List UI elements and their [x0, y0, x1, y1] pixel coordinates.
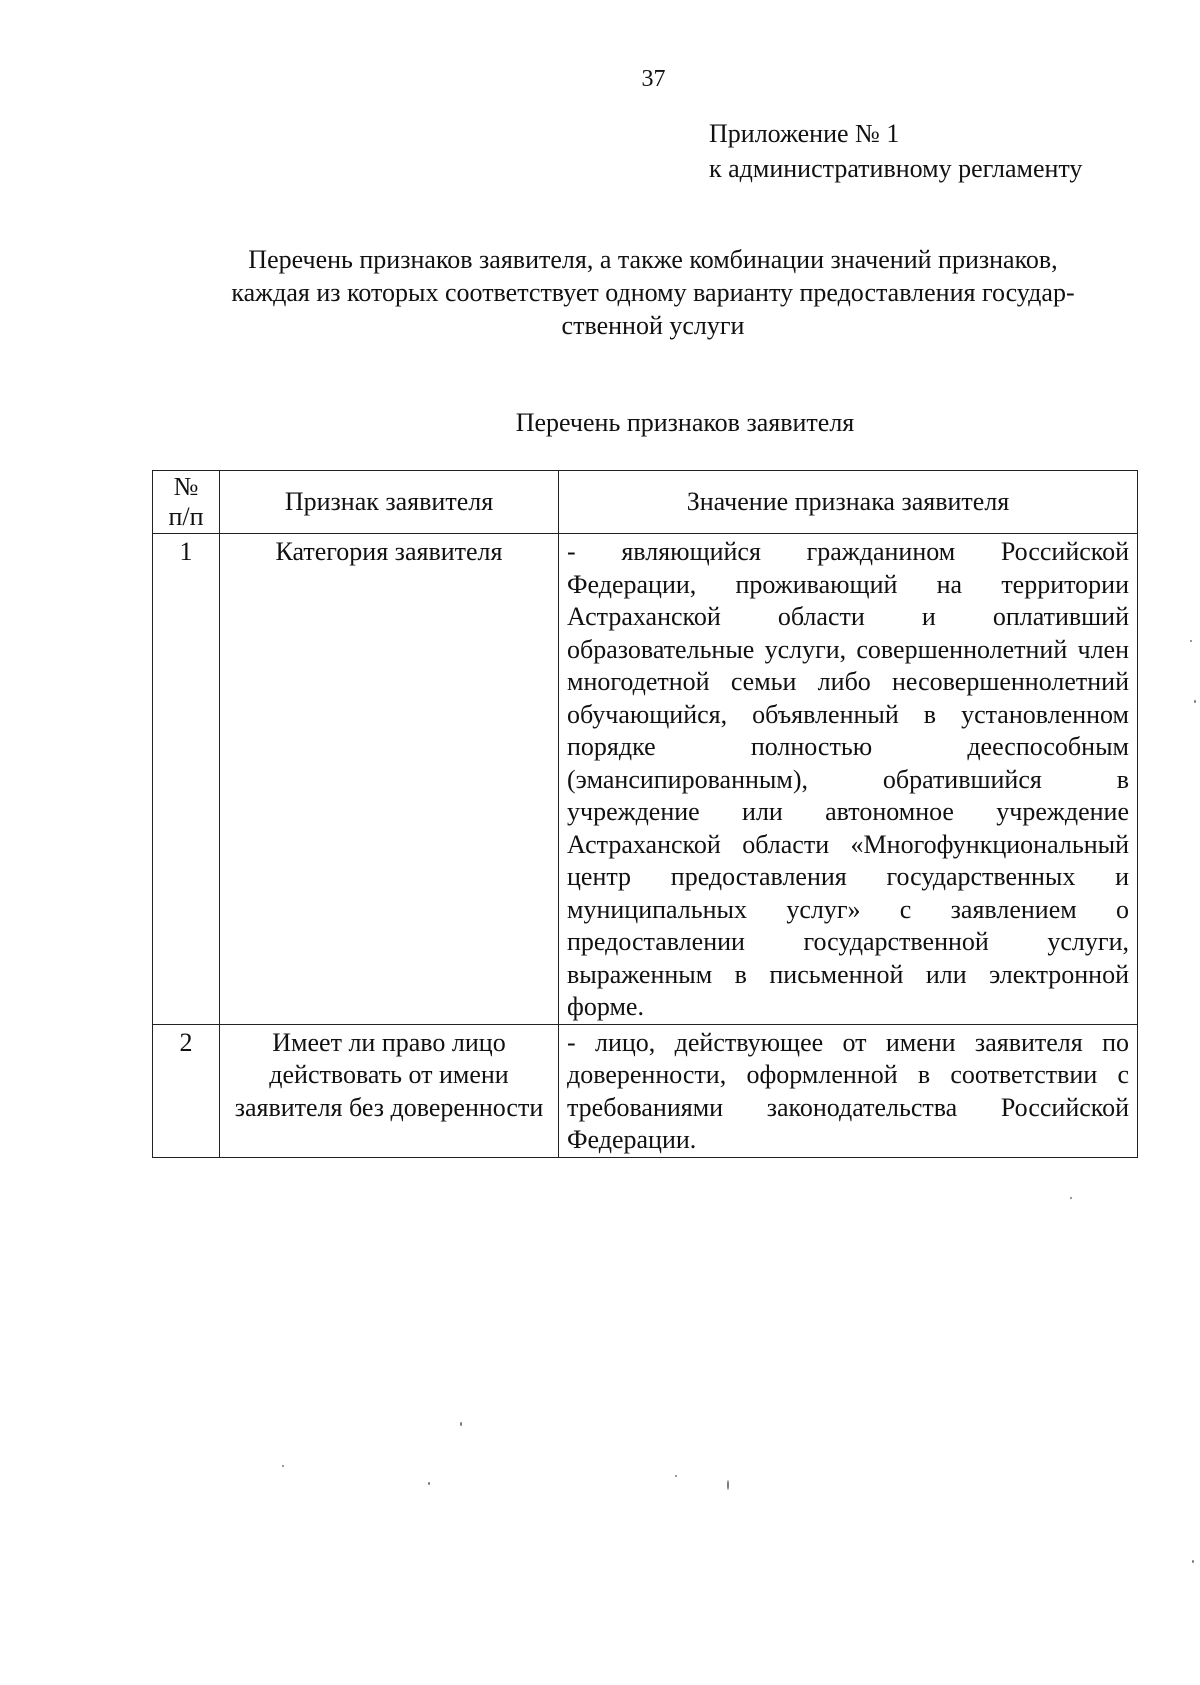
scan-speck	[1194, 700, 1196, 703]
scan-speck	[428, 1482, 430, 1485]
appendix-line-1: Приложение № 1	[709, 119, 900, 148]
table-row	[153, 534, 1138, 1025]
row-number: 2	[153, 1024, 220, 1157]
document-title-line-3: ственной услуги	[561, 311, 745, 340]
page-number: 37	[641, 66, 666, 92]
table-row	[153, 1024, 1138, 1157]
header-number-line-1: №	[173, 472, 199, 501]
document-title-line-1: Перечень признаков заявителя, а также комбинации значений признаков,	[248, 245, 1058, 274]
appendix-line-2: к административному регламенту	[709, 154, 1083, 183]
header-number-line-2: п/п	[168, 502, 204, 531]
applicant-signs-table	[152, 470, 1138, 1158]
scan-speck	[1190, 640, 1192, 642]
document-title	[180, 243, 1126, 342]
scan-speck	[460, 1422, 462, 1426]
table-title: Перечень признаков заявителя	[515, 408, 855, 437]
row-number: 1	[153, 534, 220, 1025]
scan-speck	[282, 1465, 284, 1467]
header-sign: Признак заявителя	[220, 471, 559, 534]
scan-speck	[1070, 1197, 1072, 1199]
row-value: - являющийся гражданином Российской Федерации, проживающий на территории Астраханской области и оплативший образовательные услуги, совершеннолетний член многодетной семьи либо несовершеннолетний обучающийся, объявленный в установленном порядке полностью дееспособным (эмансипированным), обратившийся в учреждение или автономное учреждение Астраханской области «Многофункциональный центр предоставления государственных и муниципальных услуг» с заявлением о предоставлении государственной услуги, выраженным в письменной или электронной форме.	[559, 534, 1138, 1025]
scan-speck	[727, 1480, 729, 1490]
row-value: - лицо, действующее от имени заявителя по доверенности, оформленной в соответствии с требованиями законодательства Российской Федерации.	[559, 1024, 1138, 1157]
row-sign: Имеет ли право лицо действовать от имени заявителя без доверенности	[220, 1024, 559, 1157]
table-header-row	[153, 471, 1138, 534]
document-title-line-2: каждая из которых соответствует одному варианту предоставления государ-	[231, 278, 1075, 307]
row-sign: Категория заявителя	[220, 534, 559, 1025]
scan-speck	[1192, 1560, 1194, 1563]
appendix-caption	[709, 116, 1082, 186]
scan-speck	[675, 1475, 677, 1477]
header-value: Значение признака заявителя	[559, 471, 1138, 534]
header-number	[153, 471, 220, 534]
